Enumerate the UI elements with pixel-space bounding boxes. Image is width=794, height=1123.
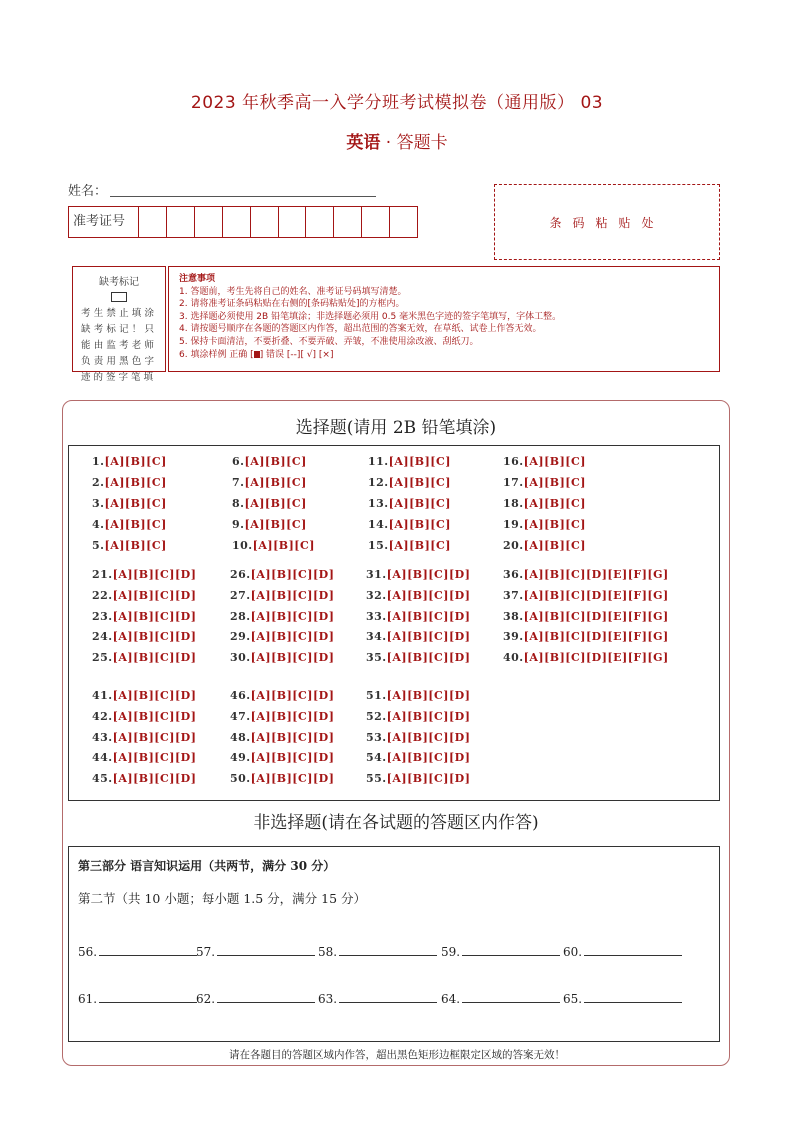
notice-item: 5. 保持卡面清洁，不要折叠、不要弄破、弄皱，不准使用涂改液、刮纸刀。 (179, 336, 479, 347)
question-number: 54. (366, 751, 387, 765)
question-number: 5. (92, 539, 105, 552)
question-number: 25. (92, 651, 113, 665)
question-options[interactable]: [A][B][C] (104, 476, 167, 489)
blank-number: 63. (318, 992, 338, 1006)
choice-question[interactable] (92, 568, 196, 581)
question-options[interactable]: [A][B][C][D] (386, 730, 471, 744)
question-number: 10. (232, 539, 253, 552)
question-number: 35. (366, 651, 387, 665)
question-number: 16. (503, 455, 524, 468)
notice-item: 2. 请将准考证条码粘贴在右侧的[条码粘贴处]的方框内。 (179, 299, 405, 310)
answer-line[interactable] (462, 990, 560, 1003)
open-heading: 非选择题(请在各试题的答题区内作答) (253, 813, 539, 833)
question-options[interactable]: [A][B][C][D] (250, 630, 335, 644)
question-number: 53. (366, 730, 387, 744)
choice-question[interactable] (230, 710, 334, 723)
choice-question[interactable] (503, 630, 669, 643)
exam-number-cell[interactable] (195, 207, 223, 237)
exam-number-cell[interactable] (251, 207, 279, 237)
answer-line[interactable] (217, 943, 315, 956)
blank-item[interactable] (78, 943, 197, 959)
question-number: 6. (232, 455, 245, 468)
choice-question[interactable] (503, 589, 669, 602)
question-options[interactable]: [A][B][C] (388, 476, 451, 489)
question-number: 45. (92, 772, 113, 786)
question-options[interactable]: [A][B][C][D] (112, 588, 197, 602)
question-options[interactable]: [A][B][C][D] (250, 709, 335, 723)
question-number: 8. (232, 497, 245, 510)
choice-question[interactable] (366, 610, 470, 623)
question-options[interactable]: [A][B][C][D] (250, 730, 335, 744)
question-number: 40. (503, 651, 524, 665)
choice-question[interactable] (230, 731, 334, 744)
question-number: 36. (503, 568, 524, 581)
blank-number: 61. (78, 992, 98, 1006)
absent-mark-box (72, 266, 166, 383)
exam-number-cell[interactable] (306, 207, 334, 237)
question-options[interactable]: [A][B][C][D] (250, 609, 335, 623)
choice-question[interactable] (503, 610, 669, 623)
question-number: 49. (230, 751, 251, 765)
question-number: 50. (230, 772, 251, 786)
choice-question[interactable] (92, 630, 196, 643)
blank-item[interactable] (78, 990, 197, 1006)
question-options[interactable]: [A][B][C][D] (386, 651, 471, 665)
question-options[interactable]: [A][B][C][D] (250, 772, 335, 786)
choice-question[interactable] (230, 689, 334, 702)
choice-question[interactable] (503, 497, 586, 510)
choice-question[interactable] (232, 455, 307, 468)
question-number: 29. (230, 630, 251, 644)
question-options[interactable]: [A][B][C] (523, 476, 586, 489)
blank-number: 64. (441, 992, 461, 1006)
question-options[interactable]: [A][B][C][D] (112, 751, 197, 765)
choice-question[interactable] (92, 539, 167, 552)
blank-number: 57. (196, 945, 216, 959)
notice-example (179, 349, 709, 362)
question-number: 48. (230, 730, 251, 744)
choice-question[interactable] (230, 610, 334, 623)
absent-checkbox[interactable] (111, 292, 127, 302)
page-title: 2023 年秋季高一入学分班考试模拟卷（通用版） 03 (190, 93, 604, 113)
question-options[interactable]: [A][B][C][D] (250, 751, 335, 765)
question-number: 12. (368, 476, 389, 489)
question-options[interactable]: [A][B][C] (523, 497, 586, 510)
choice-question[interactable] (503, 568, 669, 581)
question-number: 20. (503, 539, 524, 552)
choice-question[interactable] (92, 476, 167, 489)
question-options[interactable]: [A][B][C][D] (386, 772, 471, 786)
answer-line[interactable] (339, 943, 437, 956)
choice-question[interactable] (92, 751, 196, 764)
question-options[interactable]: [A][B][C][D] (112, 772, 197, 786)
choice-question[interactable] (366, 651, 470, 664)
question-number: 2. (92, 476, 105, 489)
choice-question[interactable] (366, 772, 470, 785)
question-options[interactable]: [A][B][C] (252, 539, 315, 552)
question-number: 23. (92, 609, 113, 623)
exam-number-cell[interactable] (334, 207, 362, 237)
question-options[interactable]: [A][B][C][D] (250, 588, 335, 602)
exam-number-cell[interactable] (362, 207, 390, 237)
question-options[interactable]: [A][B][C][D] (112, 609, 197, 623)
question-number: 18. (503, 497, 524, 510)
footer-note: 请在各题目的答题区域内作答，超出黑色矩形边框限定区域的答案无效！ (229, 1049, 565, 1061)
answer-line[interactable] (584, 990, 682, 1003)
blank-number: 59. (441, 945, 461, 959)
answer-line[interactable] (339, 990, 437, 1003)
question-options[interactable]: [A][B][C] (523, 539, 586, 552)
question-options[interactable]: [A][B][C][D][E][F][G] (523, 588, 669, 602)
exam-number-cell[interactable] (223, 207, 251, 237)
blank-item[interactable] (318, 990, 437, 1006)
choice-question[interactable] (366, 731, 470, 744)
choice-question[interactable] (366, 710, 470, 723)
question-options[interactable]: [A][B][C][D][E][F][G] (523, 609, 669, 623)
choice-question[interactable] (92, 651, 196, 664)
choice-question[interactable] (232, 539, 315, 552)
answer-line[interactable] (99, 943, 197, 956)
question-number: 31. (366, 568, 387, 581)
question-options[interactable]: [A][B][C][D] (112, 651, 197, 665)
subject-label: 英语 (346, 133, 381, 153)
question-number: 4. (92, 518, 105, 531)
question-number: 21. (92, 568, 113, 581)
answer-line[interactable] (584, 943, 682, 956)
notice-item: 4. 请按题号顺序在各题的答题区内作答，超出范围的答案无效，在草纸、试卷上作答无效。 (179, 324, 542, 335)
question-options[interactable]: [A][B][C] (388, 455, 451, 468)
choice-question[interactable] (366, 630, 470, 643)
blank-item[interactable] (196, 943, 315, 959)
question-number: 9. (232, 518, 245, 531)
card-label: · 答题卡 (385, 133, 448, 153)
question-options[interactable]: [A][B][C][D] (386, 609, 471, 623)
question-options[interactable]: [A][B][C][D] (250, 568, 335, 581)
choice-question[interactable] (230, 589, 334, 602)
question-number: 32. (366, 588, 387, 602)
exam-number-cell[interactable] (139, 207, 167, 237)
choice-question[interactable] (503, 455, 586, 468)
choice-question[interactable] (368, 539, 451, 552)
choice-question[interactable] (366, 568, 470, 581)
question-options[interactable]: [A][B][C] (523, 455, 586, 468)
choice-question[interactable] (230, 630, 334, 643)
notice-title: 注意事项 (179, 274, 216, 284)
notice-item: 1. 答题前，考生先将自己的姓名、准考证号码填写清楚。 (179, 286, 407, 297)
choice-question[interactable] (368, 497, 451, 510)
question-number: 46. (230, 689, 251, 702)
question-options[interactable]: [A][B][C][D][E][F][G] (523, 630, 669, 644)
question-options[interactable]: [A][B][C][D][E][F][G] (523, 651, 669, 665)
question-options[interactable]: [A][B][C][D] (112, 568, 197, 581)
choice-question[interactable] (92, 772, 196, 785)
question-options[interactable]: [A][B][C][D] (112, 730, 197, 744)
question-number: 28. (230, 609, 251, 623)
blank-item[interactable] (563, 943, 682, 959)
choice-question[interactable] (366, 689, 470, 702)
choice-question[interactable] (232, 518, 307, 531)
question-number: 30. (230, 651, 251, 665)
choice-question[interactable] (368, 518, 451, 531)
question-number: 11. (368, 455, 389, 468)
choice-question[interactable] (503, 539, 586, 552)
question-options[interactable]: [A][B][C][D] (386, 709, 471, 723)
choice-question[interactable] (92, 710, 196, 723)
question-options[interactable]: [A][B][C] (104, 518, 167, 531)
barcode-area: 条码粘贴处 (494, 184, 720, 260)
choice-question[interactable] (366, 589, 470, 602)
question-options[interactable]: [A][B][C][D] (112, 630, 197, 644)
choice-question[interactable] (92, 497, 167, 510)
notice-box (168, 266, 720, 372)
question-number: 27. (230, 588, 251, 602)
exam-number-grid (68, 206, 418, 238)
choice-question[interactable] (92, 610, 196, 623)
choice-question[interactable] (230, 772, 334, 785)
blank-item[interactable] (563, 990, 682, 1006)
question-options[interactable]: [A][B][C][D] (250, 689, 335, 702)
question-options[interactable]: [A][B][C][D] (112, 689, 197, 702)
question-number: 47. (230, 709, 251, 723)
answer-line[interactable] (217, 990, 315, 1003)
section-title: 第二节（共 10 小题；每小题 1.5 分，满分 15 分） (78, 891, 367, 906)
name-label: 姓名： (68, 184, 108, 199)
question-number: 7. (232, 476, 245, 489)
question-number: 44. (92, 751, 113, 765)
exam-number-cell[interactable] (167, 207, 195, 237)
blank-item[interactable] (441, 990, 560, 1006)
exam-number-cell[interactable] (390, 207, 417, 237)
question-number: 26. (230, 568, 251, 581)
question-number: 13. (368, 497, 389, 510)
question-options[interactable]: [A][B][C][D] (386, 568, 471, 581)
question-options[interactable]: [A][B][C] (244, 497, 307, 510)
blank-number: 58. (318, 945, 338, 959)
question-options[interactable]: [A][B][C] (388, 497, 451, 510)
question-options[interactable]: [A][B][C] (244, 476, 307, 489)
question-options[interactable]: [A][B][C][D] (112, 709, 197, 723)
choice-question[interactable] (92, 518, 167, 531)
choice-heading: 选择题(请用 2B 铅笔填涂) (295, 418, 497, 438)
question-number: 55. (366, 772, 387, 786)
question-number: 3. (92, 497, 105, 510)
choice-question[interactable] (232, 497, 307, 510)
question-number: 33. (366, 609, 387, 623)
answer-line[interactable] (99, 990, 197, 1003)
notice-item: 3. 选择题必须使用 2B 铅笔填涂；非选择题必须用 0.5 毫米黑色字迹的签字笔填写，字体工整。 (179, 311, 562, 322)
question-number: 39. (503, 630, 524, 644)
blank-item[interactable] (441, 943, 560, 959)
blank-item[interactable] (318, 943, 437, 959)
exam-number-label: 准考证号 (69, 207, 139, 237)
question-options[interactable]: [A][B][C][D] (386, 751, 471, 765)
exam-number-cell[interactable] (279, 207, 307, 237)
question-options[interactable]: [A][B][C][D] (386, 689, 471, 702)
choice-question[interactable] (230, 751, 334, 764)
question-number: 14. (368, 518, 389, 531)
choice-question[interactable] (503, 651, 669, 664)
question-options[interactable]: [A][B][C] (244, 455, 307, 468)
absent-title: 缺考标记 (99, 277, 139, 288)
choice-question[interactable] (230, 651, 334, 664)
question-number: 42. (92, 709, 113, 723)
question-options[interactable]: [A][B][C] (104, 497, 167, 510)
choice-question[interactable] (92, 589, 196, 602)
question-options[interactable]: [A][B][C] (104, 539, 167, 552)
question-number: 52. (366, 709, 387, 723)
question-number: 34. (366, 630, 387, 644)
blank-item[interactable] (196, 990, 315, 1006)
name-input-line[interactable] (110, 196, 376, 197)
choice-question[interactable] (92, 731, 196, 744)
part-title: 第三部分 语言知识运用（共两节，满分 30 分） (78, 859, 336, 873)
question-number: 37. (503, 588, 524, 602)
question-options[interactable]: [A][B][C] (104, 455, 167, 468)
example-mid: ] 错误 [--][ √] [×] (259, 349, 334, 360)
question-number: 38. (503, 609, 524, 623)
answer-line[interactable] (462, 943, 560, 956)
question-options[interactable]: [A][B][C][D][E][F][G] (523, 568, 669, 581)
blank-number: 62. (196, 992, 216, 1006)
blank-number: 65. (563, 992, 583, 1006)
page-subtitle (0, 128, 794, 153)
question-number: 22. (92, 588, 113, 602)
choice-question[interactable] (366, 751, 470, 764)
choice-question[interactable] (92, 689, 196, 702)
choice-question[interactable] (232, 476, 307, 489)
choice-question[interactable] (503, 476, 586, 489)
choice-question[interactable] (503, 518, 586, 531)
question-number: 17. (503, 476, 524, 489)
question-number: 24. (92, 630, 113, 644)
question-options[interactable]: [A][B][C] (523, 518, 586, 531)
choice-question[interactable] (368, 476, 451, 489)
question-options[interactable]: [A][B][C] (244, 518, 307, 531)
choice-question[interactable] (230, 568, 334, 581)
question-options[interactable]: [A][B][C][D] (386, 588, 471, 602)
question-number: 51. (366, 689, 387, 702)
question-number: 19. (503, 518, 524, 531)
choice-question[interactable] (368, 455, 451, 468)
absent-instructions: 考生禁止填涂缺考标记！只能由监考老师负责用黑色字迹的签字笔填 (81, 308, 157, 383)
example-prefix: 6. 填涂样例 正确 [ (179, 349, 254, 360)
question-options[interactable]: [A][B][C] (388, 518, 451, 531)
question-options[interactable]: [A][B][C][D] (386, 630, 471, 644)
blank-number: 56. (78, 945, 98, 959)
question-options[interactable]: [A][B][C][D] (250, 651, 335, 665)
choice-question[interactable] (92, 455, 167, 468)
question-number: 1. (92, 455, 105, 468)
question-number: 43. (92, 730, 113, 744)
question-number: 15. (368, 539, 389, 552)
blank-number: 60. (563, 945, 583, 959)
question-number: 41. (92, 689, 113, 702)
question-options[interactable]: [A][B][C] (388, 539, 451, 552)
